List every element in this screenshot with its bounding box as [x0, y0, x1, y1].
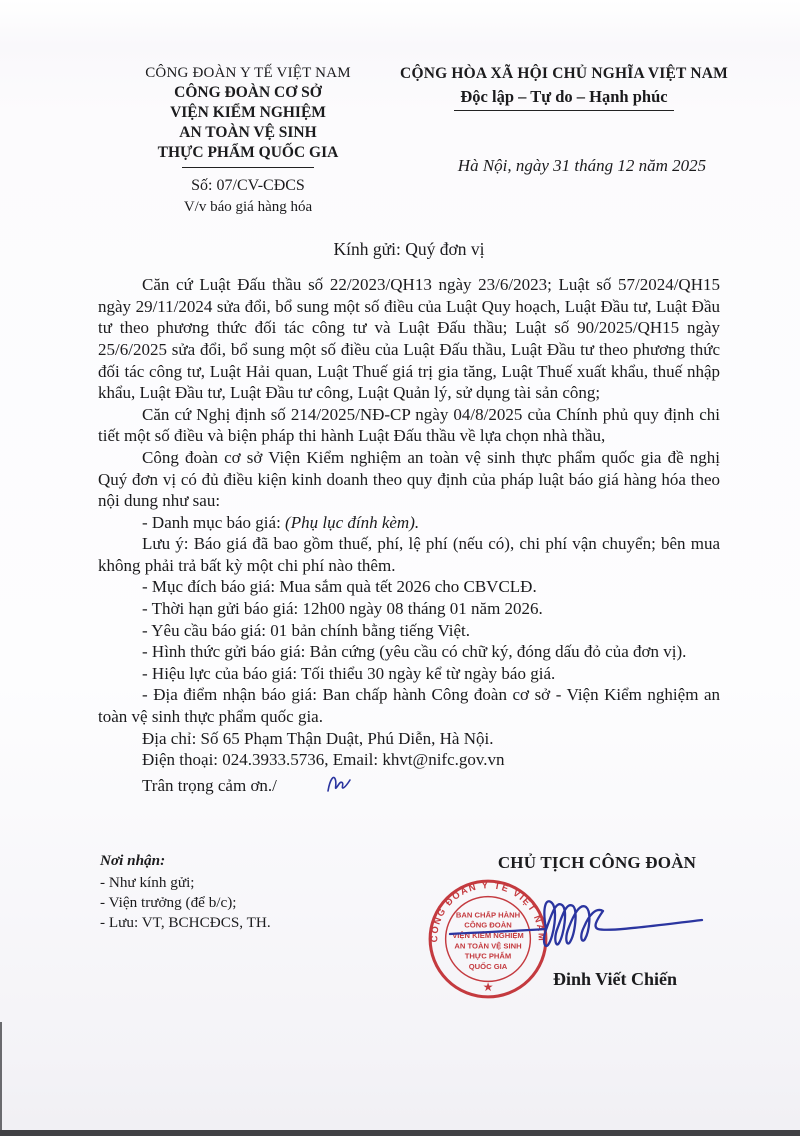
closing-line [98, 771, 720, 801]
recipient-item-3: - Lưu: VT, BCHCĐCS, TH. [100, 914, 271, 931]
document-number: Số: 07/CV-CĐCS [191, 176, 305, 194]
salutation: Kính gửi: Quý đơn vị [333, 239, 485, 260]
paragraph-note: Lưu ý: Báo giá đã bao gồm thuế, phí, lệ phí (nếu có), chi phí vận chuyển; bên mua không phải trả bất kỳ một chi phí nào thêm. [98, 534, 720, 575]
stamp-ring-text: CÔNG ĐOÀN Y TẾ VIỆT NAM [429, 880, 547, 943]
org-name-line-1: CÔNG ĐOÀN CƠ SỞ [174, 84, 322, 102]
scan-left-edge [0, 1022, 2, 1130]
stamp-center-line-2: CÔNG ĐOÀN [464, 920, 512, 930]
quote-item-hieu-luc: - Hiệu lực của báo giá: Tối thiểu 30 ngày kể từ ngày báo giá. [142, 663, 556, 683]
stamp-center-line-5: THỰC PHẨM [464, 951, 512, 961]
quote-item-dia-diem: - Địa điểm nhận báo giá: Ban chấp hành Công đoàn cơ sở - Viện Kiểm nghiệm an toàn vệ sinh thực phẩm quốc gia. [98, 685, 720, 727]
recipients-block [100, 851, 271, 933]
org-name-line-3: AN TOÀN VỆ SINH [179, 123, 317, 141]
quote-item-muc-dich: - Mục đích báo giá: Mua sắm quà tết 2026 cho CBVCLĐ. [142, 577, 537, 597]
national-motto: Độc lập – Tự do – Hạnh phúc [454, 86, 673, 110]
stamp-star-icon: ★ [483, 982, 493, 994]
org-name-line-2: VIỆN KIỂM NGHIỆM [170, 104, 326, 122]
document-header [0, 0, 800, 217]
signature-scribble [446, 885, 706, 976]
stamp-center-line-1: BAN CHẤP HÀNH [455, 910, 521, 920]
handwritten-initial-icon [279, 771, 353, 801]
paragraph-proposal: Công đoàn cơ sở Viện Kiểm nghiệm an toàn vệ sinh thực phẩm quốc gia đề nghị Quý đơn vị có đủ điều kiện kinh doanh theo quy định của pháp luật báo giá hàng hóa theo nội dung như sau: [98, 447, 720, 511]
national-title: CỘNG HÒA XÃ HỘI CHỦ NGHĨA VIỆT NAM [400, 65, 728, 82]
paragraph-legal-basis-1: Căn cứ Luật Đấu thầu số 22/2023/QH13 ngày 23/6/2023; Luật số 57/2024/QH15 ngày 29/11/2024 sửa đổi, bổ sung một số điều của Luật Quy hoạch, Luật Đầu tư, Luật Đầu tư theo phương thức đối tác công tư và Luật Đấu thầu; Luật số 90/2025/QH15 ngày 25/6/2025 sửa đổi, bổ sung một số điều của Luật Đấu thầu, Luật Đầu tư theo phương thức đối tác công tư, Luật Hải quan, Luật Thuế giá trị gia tăng, Luật Thuế xuất khẩu, thuế nhập khẩu, Luật Đầu tư, Luật Đầu tư công, Luật Quản lý, sử dụng tài sản công; [98, 275, 720, 403]
contact-phone-email: Điện thoại: 024.3933.5736, Email: khvt@nifc.gov.vn [142, 750, 505, 770]
document-subject: V/v báo giá hàng hóa [183, 198, 313, 215]
recipient-item-2: - Viện trưởng (để b/c); [100, 894, 237, 911]
document-footer [0, 843, 800, 1133]
scan-bottom-edge [0, 1130, 800, 1136]
org-name-line-4: THỰC PHẨM QUỐC GIA [157, 143, 339, 161]
recipient-item-1: - Như kính gửi; [100, 874, 195, 891]
closing-text: Trân trọng cảm ơn./ [142, 775, 277, 795]
quote-item-yeu-cau: - Yêu cầu báo giá: 01 bản chính bằng tiếng Việt. [142, 620, 471, 640]
paragraph-legal-basis-2: Căn cứ Nghị định số 214/2025/NĐ-CP ngày 04/8/2025 của Chính phủ quy định chi tiết một số điều và biện pháp thi hành Luật Đấu thầu về lựa chọn nhà thầu, [98, 404, 720, 446]
recipients-label: Nơi nhận: [100, 852, 166, 869]
signer-name: Đinh Viết Chiến [552, 969, 678, 989]
document-body [0, 217, 800, 800]
parent-org-name: CÔNG ĐOÀN Y TẾ VIỆT NAM [145, 65, 351, 81]
signature-title: CHỦ TỊCH CÔNG ĐOÀN [497, 853, 697, 872]
place-and-date: Hà Nội, ngày 31 tháng 12 năm 2025 [457, 155, 707, 175]
org-underline-rule [182, 167, 314, 168]
issuing-org-block [98, 64, 398, 217]
quote-item-hinh-thuc: - Hình thức gửi báo giá: Bản cứng (yêu cầu có chữ ký, đóng dấu đỏ của đơn vị). [142, 642, 687, 662]
stamp-center-line-4: AN TOÀN VỆ SINH [454, 941, 522, 951]
quote-item-danh-muc-prefix: - Danh mục báo giá: [142, 512, 286, 532]
stamp-center-line-3: VIỆN KIỂM NGHIỆM [452, 930, 524, 940]
stamp-center-line-6: QUỐC GIA [468, 961, 508, 971]
contact-address: Địa chỉ: Số 65 Phạm Thận Duật, Phú Diễn, Hà Nội. [142, 728, 494, 748]
quote-item-danh-muc [98, 512, 720, 534]
quote-item-thoi-han: - Thời hạn gửi báo giá: 12h00 ngày 08 tháng 01 năm 2026. [142, 599, 543, 619]
attachment-note: (Phụ lục đính kèm). [285, 512, 420, 532]
national-header-block [398, 64, 730, 217]
